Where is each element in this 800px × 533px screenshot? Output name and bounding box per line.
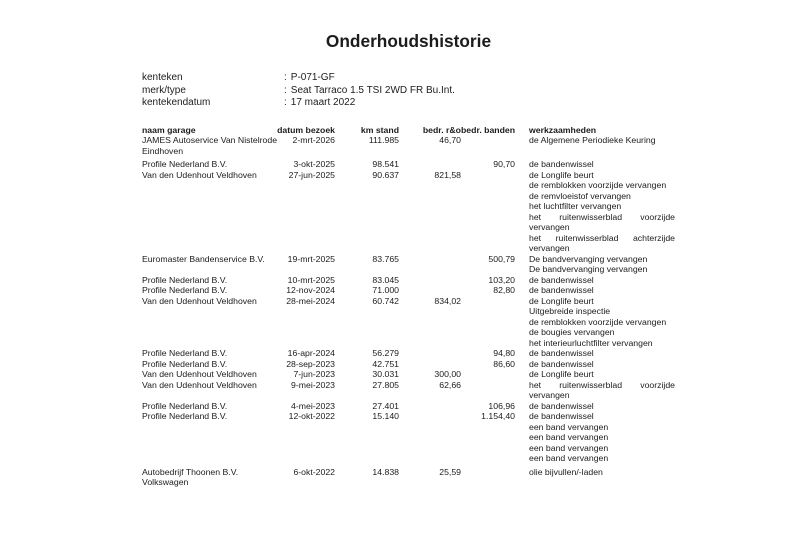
work-item: het ruitenwisserblad voorzijde vervangen [529, 379, 675, 400]
cell-tires-amount [461, 135, 515, 156]
cell-visit-date: 16-apr-2024 [287, 348, 335, 358]
cell-repair-amount: 821,58 [434, 169, 461, 180]
header-work-items: werkzaamheden [529, 124, 597, 135]
cell-visit-date: 10-mrt-2025 [287, 274, 335, 285]
garage-line: JAMES Autoservice Van Nistelrode [142, 135, 278, 145]
cell-visit-date: 12-nov-2024 [286, 285, 335, 295]
cell-visit-date: 2-mrt-2026 [292, 135, 335, 145]
cell-work-items [515, 170, 675, 254]
garage-line: Van den Udenhout Veldhoven [142, 169, 257, 180]
garage-line: Van den Udenhout Veldhoven [142, 369, 257, 379]
work-item: Uitgebreide inspectie [529, 306, 611, 316]
work-item: de bandenwissel [529, 358, 594, 369]
cell-garage-name [142, 348, 277, 359]
work-item: de Longlife beurt [529, 295, 594, 306]
table-row [142, 369, 675, 380]
work-item: de Longlife beurt [529, 369, 594, 379]
cell-garage-name [142, 254, 277, 275]
cell-tires-amount: 103,20 [488, 274, 515, 285]
cell-garage-name [142, 135, 277, 156]
cell-repair-amount: 834,02 [434, 295, 461, 306]
cell-work-items [515, 369, 675, 380]
cell-repair-amount [399, 401, 461, 412]
cell-tires-amount: 82,80 [493, 285, 515, 295]
work-item: de bandenwissel [529, 285, 594, 295]
header-repair-amount: bedr. r&o [422, 124, 461, 135]
cell-tires-amount [461, 369, 515, 380]
cell-garage-name [142, 411, 277, 464]
garage-line: Eindhoven [142, 145, 184, 156]
cell-garage-name [142, 275, 277, 286]
work-item: het interieurluchtfilter vervangen [529, 337, 653, 348]
cell-tires-amount [461, 467, 515, 488]
cell-km-reading: 111.985 [368, 135, 399, 145]
table-row [142, 359, 675, 370]
cell-repair-amount: 62,66 [439, 379, 461, 390]
header-garage-name: naam garage [142, 124, 196, 135]
work-item: het ruitenwisserblad achterzijde vervangen [529, 232, 675, 253]
work-item: een band vervangen [529, 453, 609, 463]
garage-line: Profile Nederland B.V. [142, 274, 228, 285]
cell-km-reading: 30.031 [372, 369, 399, 379]
work-item: De bandvervanging vervangen [529, 264, 648, 274]
info-row-kenteken [142, 72, 800, 85]
maintenance-table [142, 125, 675, 488]
cell-km-reading: 14.838 [372, 466, 399, 477]
garage-line: Profile Nederland B.V. [142, 411, 228, 421]
work-item: de bougies vervangen [529, 327, 615, 337]
table-row [142, 135, 675, 156]
cell-repair-amount [399, 159, 461, 170]
cell-repair-amount [399, 275, 461, 286]
cell-visit-date: 6-okt-2022 [293, 466, 335, 477]
garage-line: Profile Nederland B.V. [142, 358, 228, 369]
info-label: kenteken [142, 72, 183, 83]
table-row [142, 411, 675, 464]
cell-tires-amount [461, 380, 515, 401]
cell-km-reading: 27.401 [372, 400, 399, 411]
cell-work-items [515, 296, 675, 349]
info-value: Seat Tarraco 1.5 TSI 2WD FR Bu.Int. [290, 84, 455, 96]
table-row [142, 401, 675, 412]
cell-garage-name [142, 296, 277, 349]
info-separator: : [284, 72, 287, 83]
cell-km-reading: 83.765 [372, 253, 399, 264]
table-row [142, 296, 675, 349]
cell-garage-name [142, 401, 277, 412]
info-separator: : [284, 97, 287, 108]
garage-line: Profile Nederland B.V. [142, 159, 228, 169]
table-row [142, 254, 675, 275]
table-row [142, 170, 675, 254]
header-km-reading: km stand [360, 124, 399, 135]
cell-tires-amount: 90,70 [493, 159, 515, 169]
info-row-merk-type [142, 85, 800, 98]
garage-line: Profile Nederland B.V. [142, 285, 228, 295]
cell-km-reading: 83.045 [372, 274, 399, 285]
vehicle-info [142, 72, 800, 110]
work-item: de bandenwissel [529, 274, 594, 285]
cell-visit-date: 28-sep-2023 [286, 358, 335, 369]
cell-repair-amount: 300,00 [434, 369, 461, 379]
garage-line: Volkswagen [142, 477, 189, 487]
cell-garage-name [142, 170, 277, 254]
cell-km-reading: 42.751 [372, 358, 399, 369]
work-item: de bandenwissel [529, 348, 594, 358]
cell-km-reading: 56.279 [372, 348, 399, 358]
cell-work-items [515, 380, 675, 401]
table-row [142, 467, 675, 488]
info-value: P-071-GF [290, 72, 335, 83]
cell-work-items [515, 159, 675, 170]
cell-garage-name [142, 467, 277, 488]
cell-work-items [515, 467, 675, 488]
cell-km-reading: 27.805 [372, 379, 399, 390]
cell-visit-date: 28-mei-2024 [286, 295, 335, 306]
cell-tires-amount [461, 170, 515, 254]
work-item: de remvloeistof vervangen [529, 190, 631, 201]
garage-line: Van den Udenhout Veldhoven [142, 295, 257, 306]
cell-tires-amount: 1.154,40 [481, 411, 515, 421]
cell-km-reading: 98.541 [372, 159, 399, 169]
cell-tires-amount: 94,80 [493, 348, 515, 358]
cell-visit-date: 3-okt-2025 [293, 159, 335, 169]
table-row [142, 285, 675, 296]
garage-line: Van den Udenhout Veldhoven [142, 379, 257, 390]
cell-repair-amount: 25,59 [439, 466, 461, 477]
work-item: een band vervangen [529, 432, 609, 442]
cell-km-reading: 71.000 [372, 285, 399, 295]
header-tires-amount: bedr. banden [461, 124, 516, 135]
cell-repair-amount: 46,70 [439, 135, 461, 145]
info-separator: : [284, 84, 287, 96]
work-item: de bandenwissel [529, 400, 594, 411]
work-item: een band vervangen [529, 421, 609, 432]
cell-garage-name [142, 380, 277, 401]
cell-work-items [515, 275, 675, 286]
cell-work-items [515, 348, 675, 359]
work-item: de remblokken voorzijde vervangen [529, 180, 667, 190]
cell-tires-amount: 86,60 [493, 358, 515, 369]
table-row [142, 159, 675, 170]
cell-km-reading: 60.742 [372, 295, 399, 306]
cell-visit-date: 4-mei-2023 [291, 400, 335, 411]
cell-work-items [515, 401, 675, 412]
info-label: merk/type [142, 84, 186, 96]
cell-repair-amount [399, 254, 461, 275]
table-row [142, 275, 675, 286]
cell-work-items [515, 411, 675, 464]
cell-visit-date: 9-mei-2023 [291, 379, 335, 390]
work-item: De bandvervanging vervangen [529, 253, 648, 264]
cell-tires-amount: 106,96 [488, 400, 515, 411]
work-item: de Longlife beurt [529, 169, 594, 180]
garage-line: Profile Nederland B.V. [142, 400, 228, 411]
work-item: olie bijvullen/-laden [529, 466, 603, 477]
work-item: de remblokken voorzijde vervangen [529, 316, 667, 327]
cell-repair-amount [399, 348, 461, 359]
garage-line: Euromaster Bandenservice B.V. [142, 253, 265, 264]
cell-km-reading: 15.140 [372, 411, 399, 421]
cell-tires-amount: 500,79 [488, 253, 515, 264]
cell-visit-date: 12-okt-2022 [288, 411, 335, 421]
cell-repair-amount [399, 411, 461, 464]
cell-work-items [515, 254, 675, 275]
work-item: het ruitenwisserblad voorzijde vervangen [529, 211, 675, 232]
cell-visit-date: 19-mrt-2025 [287, 253, 335, 264]
work-item: de bandenwissel [529, 411, 594, 421]
table-row [142, 348, 675, 359]
cell-repair-amount [399, 285, 461, 296]
info-label: kentekendatum [142, 97, 211, 108]
cell-garage-name [142, 285, 277, 296]
cell-visit-date: 7-jun-2023 [293, 369, 335, 379]
work-item: een band vervangen [529, 442, 609, 453]
cell-work-items [515, 285, 675, 296]
cell-visit-date: 27-jun-2025 [288, 169, 335, 180]
table-row [142, 380, 675, 401]
cell-work-items [515, 359, 675, 370]
cell-tires-amount [461, 296, 515, 349]
work-item: de bandenwissel [529, 159, 594, 169]
work-item: het luchtfilter vervangen [529, 201, 622, 211]
cell-repair-amount [399, 359, 461, 370]
cell-garage-name [142, 359, 277, 370]
cell-garage-name [142, 369, 277, 380]
table-body [142, 135, 675, 488]
info-value: 17 maart 2022 [290, 97, 356, 108]
header-visit-date: datum bezoek [277, 124, 335, 135]
cell-garage-name [142, 159, 277, 170]
table-header [142, 125, 675, 136]
garage-line: Profile Nederland B.V. [142, 348, 228, 358]
work-item: de Algemene Periodieke Keuring [529, 135, 656, 145]
garage-line: Autobedrijf Thoonen B.V. [142, 466, 239, 477]
page-title: Onderhoudshistorie [325, 31, 492, 51]
cell-work-items [515, 135, 675, 156]
info-row-kentekendatum [142, 97, 800, 110]
cell-km-reading: 90.637 [372, 169, 399, 180]
